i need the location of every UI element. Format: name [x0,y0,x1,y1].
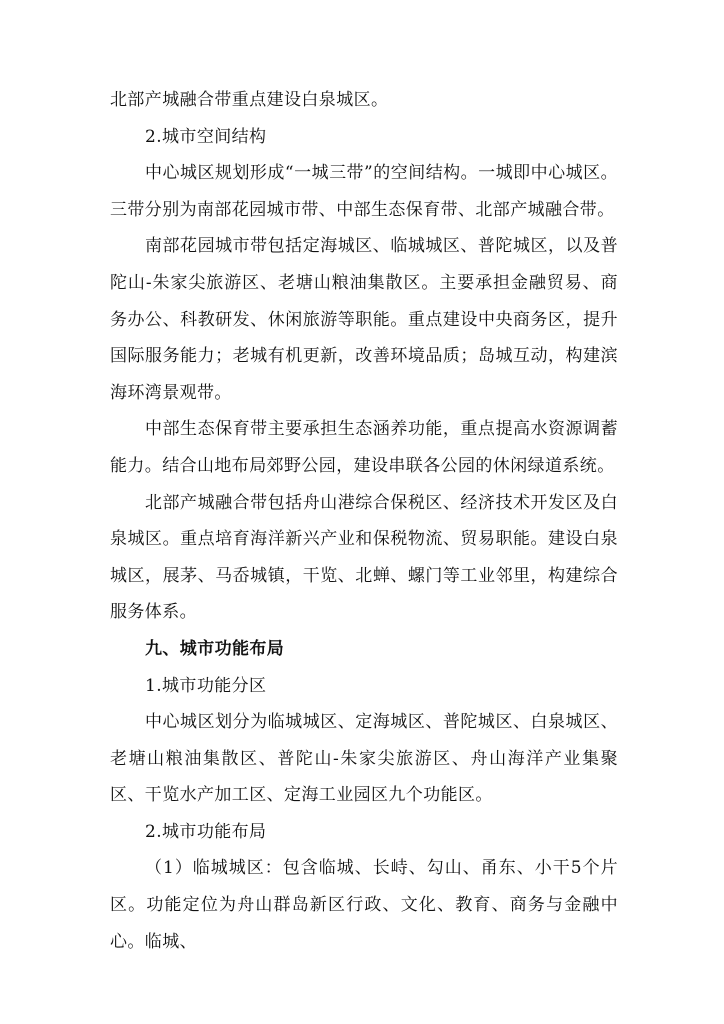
document-body [110,82,618,960]
paragraph-north-belt: 北部产城融合带包括舟山港综合保税区、经济技术开发区及白泉城区。重点培育海洋新兴产业和保税物流、贸易职能。建设白泉城区，展茅、马岙城镇，干览、北蝉、螺门等工业邻里，构建综合服务体系。 [110,492,618,623]
section-heading-function-layout: 九、城市功能布局 [145,638,285,659]
paragraph-south-belt: 南部花园城市带包括定海城区、临城城区、普陀城区，以及普陀山-朱家尖旅游区、老塘山粮油集散区。主要承担金融贸易、商务办公、科教研发、休闲旅游等职能。重点建设中央商务区，提升国际服务能力；老城有机更新，改善环境品质；岛城互动，构建滨海环湾景观带。 [110,236,618,403]
paragraph-function-zoning: 中心城区划分为临城城区、定海城区、普陀城区、白泉城区、老塘山粮油集散区、普陀山-朱家尖旅游区、舟山海洋产业集聚区、干览水产加工区、定海工业园区九个功能区。 [110,712,618,806]
paragraph-lincheng-district: （1）临城城区：包含临城、长峙、勾山、甬东、小干5个片区。功能定位为舟山群岛新区行政、文化、教育、商务与金融中心。临城、 [110,858,618,952]
paragraph-spatial-structure: 中心城区规划形成“一城三带”的空间结构。一城即中心城区。三带分别为南部花园城市带、中部生态保育带、北部产城融合带。 [110,163,618,220]
paragraph-central-belt: 中部生态保育带主要承担生态涵养功能，重点提高水资源调蓄能力。结合山地布局郊野公园，建设串联各公园的休闲绿道系统。 [110,419,618,476]
paragraph-continued: 北部产城融合带重点建设白泉城区。 [110,90,389,110]
subheading-function-zoning: 1.城市功能分区 [145,675,267,696]
subheading-spatial-structure: 2.城市空间结构 [145,126,267,147]
subheading-function-layout: 2.城市功能布局 [145,821,267,842]
